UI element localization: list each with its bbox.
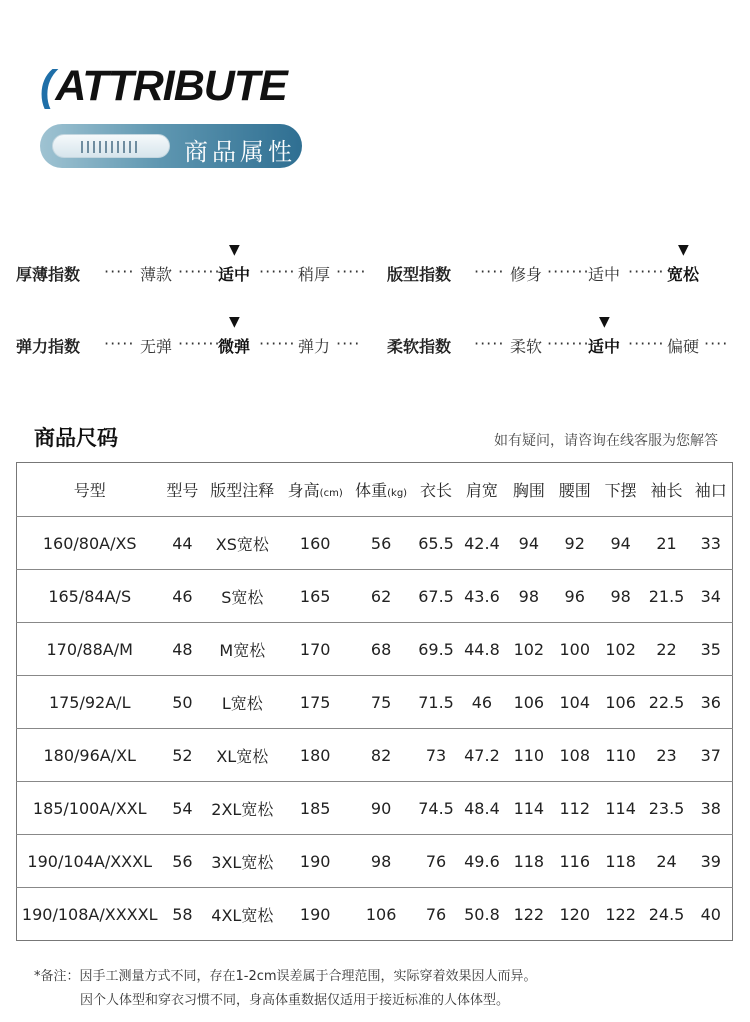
column-header-text: 身高 (287, 481, 320, 500)
table-cell: 49.6 (458, 835, 506, 888)
selection-marker-icon: ▼ (678, 242, 689, 258)
table-cell: 96 (552, 570, 598, 623)
table-cell: 118 (598, 835, 644, 888)
index-option-selected: 适中 (218, 265, 251, 284)
table-cell: 21 (644, 517, 690, 570)
table-cell: 98 (506, 570, 552, 623)
table-cell: 44 (162, 517, 202, 570)
index-row-2 (0, 334, 750, 364)
table-row (17, 888, 733, 941)
table-cell: 120 (552, 888, 598, 941)
table-row (17, 782, 733, 835)
table-cell: 190 (282, 835, 348, 888)
index-option-selected: 微弹 (218, 337, 251, 356)
index-option: 偏硬 (667, 337, 700, 356)
index-dots: ····· (474, 262, 505, 281)
column-header-text: 体重 (355, 481, 388, 500)
table-cell: 175 (282, 676, 348, 729)
table-cell: 69.5 (414, 623, 458, 676)
table-cell: 58 (162, 888, 202, 941)
column-header: 型号 (166, 481, 199, 500)
attribute-heading (40, 62, 287, 111)
table-cell: 190/104A/XXXL (17, 835, 163, 888)
table-cell: 118 (506, 835, 552, 888)
table-cell: 160 (282, 517, 348, 570)
heading-paren: ( (40, 62, 54, 110)
table-cell: 33 (689, 517, 732, 570)
table-cell: 40 (689, 888, 732, 941)
section-pill (40, 124, 302, 168)
column-header: 版型注释 (210, 481, 275, 500)
column-header: 下摆 (604, 481, 637, 500)
table-cell: 98 (348, 835, 414, 888)
table-cell: 73 (414, 729, 458, 782)
table-cell: L宽松 (202, 676, 282, 729)
size-section-note: 如有疑问，请咨询在线客服为您解答 (494, 433, 718, 449)
table-header-row (17, 463, 733, 517)
index-row-1 (0, 262, 750, 292)
table-cell: 24 (644, 835, 690, 888)
index-option: 无弹 (140, 337, 173, 356)
index-dots: ······· (547, 334, 590, 353)
table-cell: S宽松 (202, 570, 282, 623)
table-row (17, 517, 733, 570)
table-cell: 102 (506, 623, 552, 676)
index-option: 稍厚 (298, 265, 331, 284)
index-dots: ······ (259, 262, 296, 281)
table-cell: 82 (348, 729, 414, 782)
table-cell: 37 (689, 729, 732, 782)
index-label: 厚薄指数 (16, 265, 81, 284)
index-dots: ···· (704, 334, 729, 353)
index-option-selected: 宽松 (667, 265, 700, 284)
table-cell: 185 (282, 782, 348, 835)
table-cell: 65.5 (414, 517, 458, 570)
index-dots: ······ (628, 334, 665, 353)
table-cell: 106 (598, 676, 644, 729)
table-cell: 50 (162, 676, 202, 729)
table-cell: 112 (552, 782, 598, 835)
table-cell: 46 (458, 676, 506, 729)
table-cell: 165/84A/S (17, 570, 163, 623)
table-cell: 100 (552, 623, 598, 676)
index-label: 弹力指数 (16, 337, 81, 356)
footnote-line-1: *备注：因手工测量方式不同，存在1-2cm误差属于合理范围，实际穿着效果因人而异。 (34, 969, 537, 984)
table-cell: 71.5 (414, 676, 458, 729)
table-cell: 39 (689, 835, 732, 888)
table-cell: 92 (552, 517, 598, 570)
index-dots: ······· (547, 262, 590, 281)
table-cell: 106 (348, 888, 414, 941)
index-dots: ···· (336, 334, 361, 353)
table-cell: 48.4 (458, 782, 506, 835)
table-cell: 36 (689, 676, 732, 729)
selection-marker-icon: ▼ (229, 242, 240, 258)
index-label: 柔软指数 (387, 337, 452, 356)
table-cell: 170 (282, 623, 348, 676)
column-header-unit: (kg) (387, 488, 408, 499)
pill-capsule (52, 134, 170, 158)
selection-marker-icon: ▼ (229, 314, 240, 330)
table-cell: 2XL宽松 (202, 782, 282, 835)
selection-marker-icon: ▼ (599, 314, 610, 330)
table-cell: 67.5 (414, 570, 458, 623)
table-cell: 56 (348, 517, 414, 570)
table-cell: XL宽松 (202, 729, 282, 782)
table-cell: 165 (282, 570, 348, 623)
index-dots: ····· (336, 262, 367, 281)
column-header-unit: (cm) (319, 488, 343, 499)
table-cell: 190/108A/XXXXL (17, 888, 163, 941)
table-cell: 106 (506, 676, 552, 729)
table-cell: 47.2 (458, 729, 506, 782)
table-cell: 180 (282, 729, 348, 782)
index-option: 薄款 (140, 265, 173, 284)
table-cell: 98 (598, 570, 644, 623)
table-cell: 170/88A/M (17, 623, 163, 676)
table-cell: 24.5 (644, 888, 690, 941)
table-cell: 23 (644, 729, 690, 782)
table-cell: 22.5 (644, 676, 690, 729)
index-dots: ····· (474, 334, 505, 353)
table-cell: 76 (414, 888, 458, 941)
table-cell: 3XL宽松 (202, 835, 282, 888)
table-cell: 62 (348, 570, 414, 623)
footnote-line-2: 因个人体型和穿衣习惯不同，身高体重数据仅适用于接近标准的人体体型。 (80, 993, 510, 1008)
index-dots: ······· (178, 334, 221, 353)
index-option: 修身 (510, 265, 543, 284)
table-cell: 114 (598, 782, 644, 835)
table-cell: 76 (414, 835, 458, 888)
table-cell: 4XL宽松 (202, 888, 282, 941)
table-cell: 122 (598, 888, 644, 941)
column-header: 号型 (73, 481, 106, 500)
column-header (348, 463, 414, 517)
table-cell: 104 (552, 676, 598, 729)
table-cell: 35 (689, 623, 732, 676)
index-dots: ····· (104, 262, 135, 281)
table-cell: 56 (162, 835, 202, 888)
table-cell: 190 (282, 888, 348, 941)
table-cell: 54 (162, 782, 202, 835)
size-table (16, 462, 733, 941)
pill-bars-icon (81, 141, 139, 153)
table-cell: 38 (689, 782, 732, 835)
column-header: 腰围 (558, 481, 591, 500)
table-cell: 185/100A/XXL (17, 782, 163, 835)
index-dots: ······· (178, 262, 221, 281)
table-cell: 94 (598, 517, 644, 570)
index-dots: ······ (259, 334, 296, 353)
table-row (17, 729, 733, 782)
column-header: 胸围 (512, 481, 545, 500)
table-cell: 94 (506, 517, 552, 570)
index-label: 版型指数 (387, 265, 452, 284)
index-option: 弹力 (298, 337, 331, 356)
table-cell: 110 (598, 729, 644, 782)
table-cell: 116 (552, 835, 598, 888)
index-option: 柔软 (510, 337, 543, 356)
table-cell: 114 (506, 782, 552, 835)
size-section-title: 商品尺码 (34, 426, 118, 450)
table-row (17, 623, 733, 676)
table-cell: 23.5 (644, 782, 690, 835)
table-cell: 50.8 (458, 888, 506, 941)
table-row (17, 570, 733, 623)
table-row (17, 676, 733, 729)
pill-subtitle: 商品属性 (184, 138, 296, 166)
table-cell: 44.8 (458, 623, 506, 676)
table-cell: XS宽松 (202, 517, 282, 570)
table-cell: 34 (689, 570, 732, 623)
table-cell: 22 (644, 623, 690, 676)
index-option-selected: 适中 (588, 337, 621, 356)
column-header (282, 463, 348, 517)
index-dots: ····· (104, 334, 135, 353)
index-option: 适中 (588, 265, 621, 284)
table-cell: 102 (598, 623, 644, 676)
table-cell: 122 (506, 888, 552, 941)
table-cell: 160/80A/XS (17, 517, 163, 570)
table-cell: 175/92A/L (17, 676, 163, 729)
column-header: 肩宽 (465, 481, 498, 500)
table-cell: 46 (162, 570, 202, 623)
column-header: 袖口 (694, 481, 727, 500)
index-dots: ······ (628, 262, 665, 281)
column-header: 衣长 (420, 481, 453, 500)
table-cell: 42.4 (458, 517, 506, 570)
column-header: 袖长 (650, 481, 683, 500)
table-cell: 68 (348, 623, 414, 676)
table-cell: 110 (506, 729, 552, 782)
table-cell: 180/96A/XL (17, 729, 163, 782)
table-cell: 90 (348, 782, 414, 835)
table-row (17, 835, 733, 888)
table-cell: 21.5 (644, 570, 690, 623)
table-cell: 74.5 (414, 782, 458, 835)
size-table-body (17, 517, 733, 941)
table-cell: 108 (552, 729, 598, 782)
table-cell: 75 (348, 676, 414, 729)
table-cell: 48 (162, 623, 202, 676)
table-cell: 52 (162, 729, 202, 782)
table-cell: M宽松 (202, 623, 282, 676)
heading-text: ATTRIBUTE (55, 62, 287, 110)
table-cell: 43.6 (458, 570, 506, 623)
